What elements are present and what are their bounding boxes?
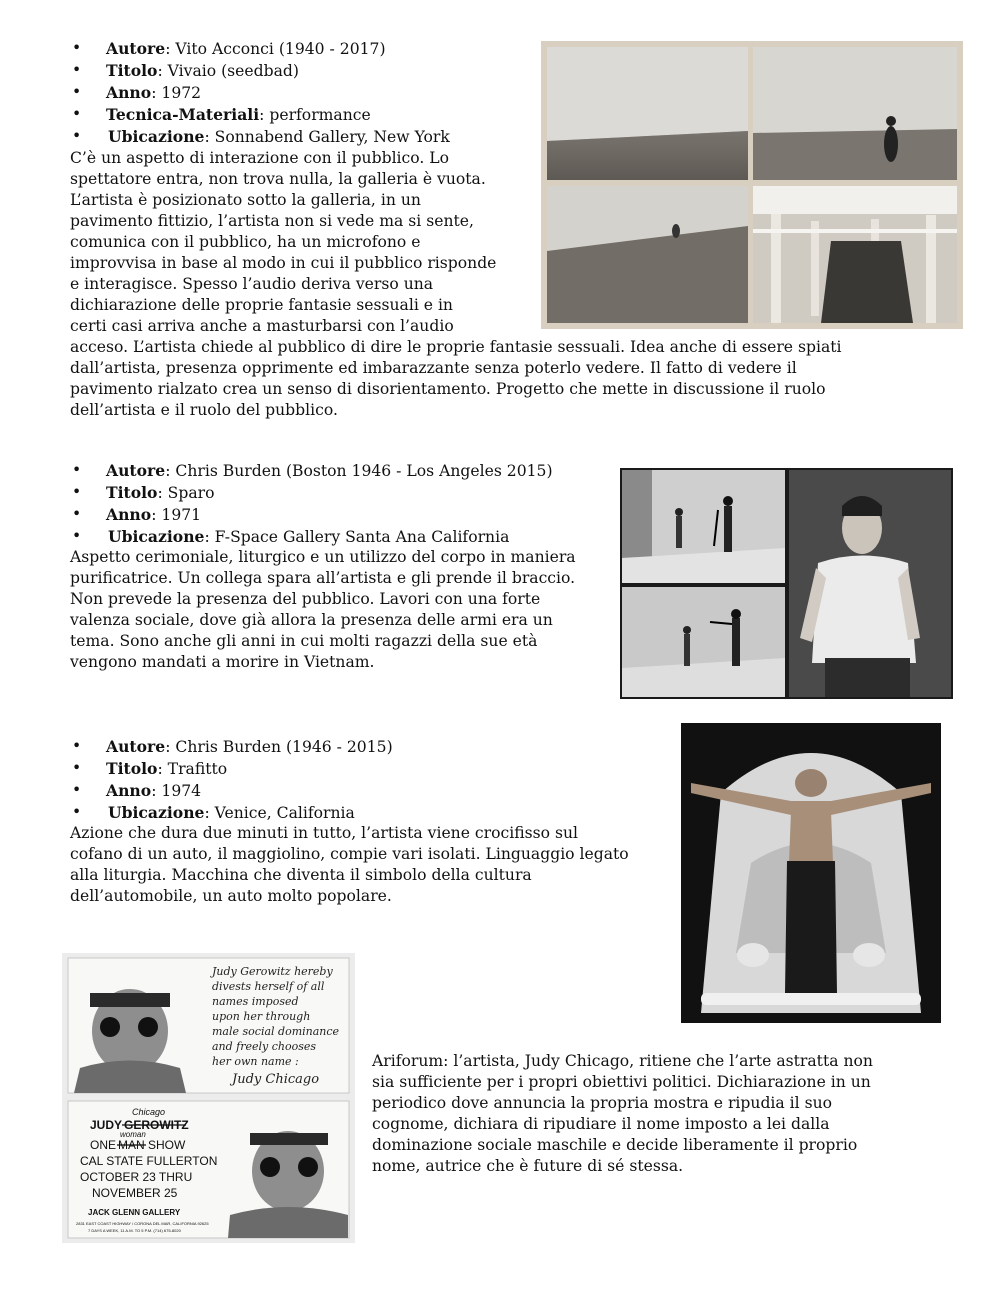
poster-line: OCTOBER 23 THRU	[80, 1170, 193, 1184]
poster-hours: 7 DAYS A WEEK, 11 A.M. TO 5 P.M. (714) 675-8020	[88, 1228, 181, 1233]
handwriting-line: and freely chooses	[212, 1040, 317, 1053]
field-value: : Vivaio (seedbad)	[157, 62, 299, 80]
paragraph-line: pavimento rialzato crea un senso di disorientamento. Progetto che mette in discussione il ruolo	[70, 380, 826, 398]
poster-gallery: JACK GLENN GALLERY	[88, 1208, 181, 1217]
poster-line: NOVEMBER 25	[92, 1186, 178, 1200]
poster-one: ONE	[90, 1138, 117, 1152]
field-key: Titolo	[106, 483, 158, 502]
paragraph-line: certi casi arriva anche a masturbarsi con l’audio	[70, 317, 454, 335]
paragraph-line: e interagisce. Spesso l’audio deriva verso una	[70, 275, 434, 293]
paragraph-line: cofano di un auto, il maggiolino, compie vari isolati. Linguaggio legato	[70, 845, 629, 863]
paragraph-line: dell’artista e il ruolo del pubblico.	[70, 401, 338, 419]
paragraph-line: purificatrice. Un collega spara all’artista e gli prende il braccio.	[70, 569, 576, 587]
burden-shoot-photo	[620, 468, 953, 699]
handwriting-line: upon her through	[212, 1010, 311, 1023]
paragraph-line: dominazione sociale maschile e decide liberamente il proprio	[372, 1136, 858, 1154]
field-key: Autore	[106, 737, 166, 756]
field-key: Autore	[106, 39, 166, 58]
judy-chicago-poster	[62, 953, 355, 1243]
paragraph-line: nome, autrice che è future di sé stessa.	[372, 1157, 684, 1175]
poster-gerowitz: GEROWITZ	[124, 1118, 189, 1132]
signature: Judy Chicago	[232, 1072, 320, 1087]
field-value: : F-Space Gallery Santa Ana California	[204, 528, 510, 546]
field-value: : Chris Burden (1946 - 2015)	[165, 738, 393, 756]
field-key: Anno	[106, 505, 152, 524]
paragraph-line: Aspetto cerimoniale, liturgico e un utilizzo del corpo in maniera	[70, 548, 576, 566]
field-value: : Sparo	[157, 484, 215, 502]
field-value: : performance	[259, 106, 371, 124]
field-key: Tecnica-Materiali	[106, 105, 260, 124]
field-key: Ubicazione	[108, 527, 205, 546]
acconci-photo	[541, 41, 963, 329]
poster-show: SHOW	[148, 1138, 186, 1152]
poster-man: MAN	[118, 1138, 145, 1152]
field-key: Ubicazione	[108, 803, 205, 822]
paragraph-line: pavimento fittizio, l’artista non si vede ma si sente,	[70, 212, 474, 230]
poster-judy: JUDY	[90, 1118, 123, 1132]
paragraph-line: improvvisa in base al modo in cui il pubblico risponde	[70, 254, 497, 272]
field-key: Titolo	[106, 759, 158, 778]
field-key: Anno	[106, 83, 152, 102]
field-value: : Venice, California	[204, 804, 355, 822]
paragraph-line: vengono mandati a morire in Vietnam.	[70, 653, 375, 671]
field-key: Ubicazione	[108, 127, 205, 146]
poster-woman: woman	[120, 1130, 146, 1139]
field-value: : 1971	[151, 506, 202, 524]
handwriting-line: her own name :	[212, 1055, 299, 1068]
handwriting-line: Judy Gerowitz hereby	[212, 965, 333, 978]
field-value: : Chris Burden (Boston 1946 - Los Angeles 2015)	[165, 462, 553, 480]
paragraph-line: Ariforum: l’artista, Judy Chicago, ritiene che l’arte astratta non	[372, 1052, 873, 1070]
burden-car-photo	[681, 723, 941, 1023]
field-value: : Trafitto	[157, 760, 228, 778]
paragraph-line: Non prevede la presenza del pubblico. Lavori con una forte	[70, 590, 541, 608]
paragraph-line: acceso. L’artista chiede al pubblico di dire le proprie fantasie sessuali. Idea anche di essere spiati	[70, 338, 842, 356]
field-key: Titolo	[106, 61, 158, 80]
paragraph-line: comunica con il pubblico, ha un microfono e	[70, 233, 421, 251]
paragraph-line: dell’automobile, un auto molto popolare.	[70, 887, 392, 905]
paragraph-line: L’artista è posizionato sotto la galleria, in un	[70, 191, 421, 209]
poster-address: 2831 EAST COAST HIGHWAY / CORONA DEL MAR, CALIFORNIA 92625	[76, 1221, 209, 1226]
poster-line: CAL STATE FULLERTON	[80, 1154, 218, 1168]
paragraph-line: tema. Sono anche gli anni in cui molti ragazzi della sue età	[70, 632, 538, 650]
paragraph-line: valenza sociale, dove già allora la presenza delle armi era un	[70, 611, 553, 629]
field-value: : 1974	[151, 782, 202, 800]
field-value: : Sonnabend Gallery, New York	[204, 128, 450, 146]
paragraph-line: sia sufficiente per i propri obiettivi politici. Dichiarazione in un	[372, 1073, 871, 1091]
paragraph-line: dichiarazione delle proprie fantasie sessuali e in	[70, 296, 453, 314]
handwriting-line: names imposed	[212, 995, 299, 1008]
handwriting-line: divests herself of all	[212, 980, 325, 993]
paragraph-line: dall’artista, presenza opprimente ed imbarazzante senza poterlo vedere. Il fatto di vedere il	[70, 359, 797, 377]
paragraph-line: spettatore entra, non trova nulla, la galleria è vuota.	[70, 170, 486, 188]
handwriting-line: male social dominance	[212, 1025, 340, 1038]
paragraph-line: Azione che dura due minuti in tutto, l’artista viene crocifisso sul	[70, 824, 578, 842]
paragraph-line: cognome, dichiara di ripudiare il nome imposto a lei dalla	[372, 1115, 830, 1133]
field-value: : Vito Acconci (1940 - 2017)	[165, 40, 386, 58]
field-key: Anno	[106, 781, 152, 800]
field-key: Autore	[106, 461, 166, 480]
paragraph-line: periodico dove annuncia la propria mostra e ripudia il suo	[372, 1094, 833, 1112]
paragraph-line: C’è un aspetto di interazione con il pubblico. Lo	[70, 149, 450, 167]
poster-chicago: Chicago	[132, 1107, 166, 1117]
field-value: : 1972	[151, 84, 202, 102]
paragraph-line: alla liturgia. Macchina che diventa il simbolo della cultura	[70, 866, 532, 884]
